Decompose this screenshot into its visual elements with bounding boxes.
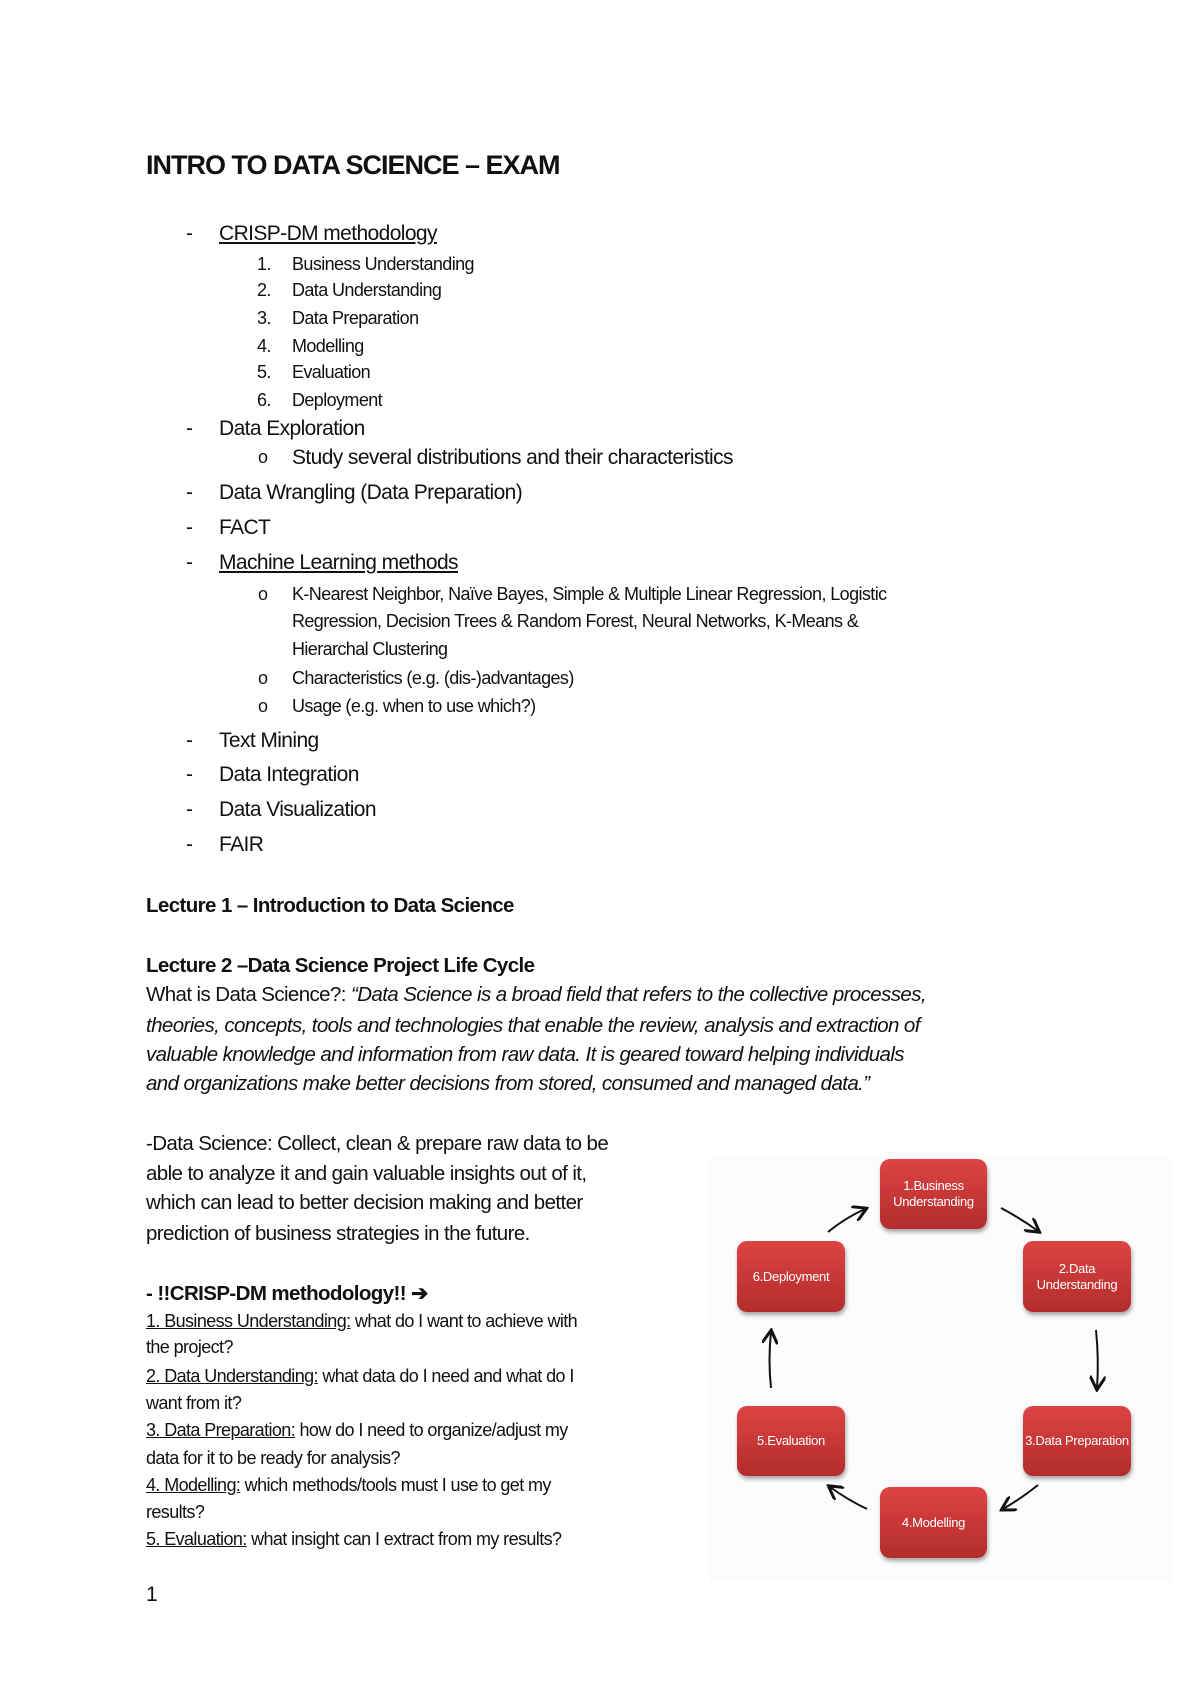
summary-line: prediction of business strategies in the future. — [146, 1222, 530, 1245]
dash: - — [186, 763, 193, 786]
arrow-icon — [770, 1332, 772, 1388]
crisp-detail-text: what do I want to achieve with — [350, 1311, 578, 1331]
definition-quote: theories, concepts, tools and technologies that enable the review, analysis and extraction of — [146, 1014, 920, 1037]
crisp-detail — [146, 1311, 577, 1332]
bullet-icon: o — [258, 668, 268, 688]
diagram-box-data-understanding: 2.Data Understanding — [1023, 1241, 1131, 1312]
arrow-icon — [1096, 1330, 1098, 1388]
crisp-detail — [146, 1529, 561, 1550]
crisp-detail-cont: results? — [146, 1502, 205, 1522]
page-title: INTRO TO DATA SCIENCE – EXAM — [146, 150, 560, 180]
step-num: 3. — [257, 308, 271, 328]
ml-sub: Regression, Decision Trees & Random Forest, Neural Networks, K-Means & — [292, 611, 859, 631]
definition-lead: What is Data Science?: — [146, 983, 351, 1006]
outline-visualization: Data Visualization — [219, 798, 376, 821]
crisp-detail-label: 1. Business Understanding: — [146, 1311, 351, 1331]
dash: - — [186, 729, 193, 752]
definition-quote: valuable knowledge and information from raw data. It is geared toward helping individuals — [146, 1043, 904, 1066]
crisp-heading: - !!CRISP-DM methodology!! ➔ — [146, 1282, 428, 1305]
step-num: 4. — [257, 336, 271, 356]
dash: - — [186, 833, 193, 856]
lecture1-heading: Lecture 1 – Introduction to Data Science — [146, 894, 514, 917]
outline-integration: Data Integration — [219, 763, 359, 786]
diagram-box-data-preparation: 3.Data Preparation — [1023, 1406, 1131, 1476]
lecture2-heading: Lecture 2 –Data Science Project Life Cycle — [146, 954, 535, 977]
exploration-sub: Study several distributions and their characteristics — [292, 446, 733, 469]
summary-line: -Data Science: Collect, clean & prepare raw data to be — [146, 1132, 609, 1155]
bullet-icon: o — [258, 696, 268, 716]
definition-quote: and organizations make better decisions from stored, consumed and managed data.” — [146, 1072, 870, 1095]
crisp-detail — [146, 1366, 574, 1387]
step-text: Evaluation — [292, 362, 371, 382]
outline-crisp: CRISP-DM methodology — [219, 222, 437, 245]
definition-line — [146, 983, 926, 1007]
step-num: 2. — [257, 280, 271, 300]
diagram-box-deployment: 6.Deployment — [737, 1241, 845, 1312]
arrow-icon — [830, 1487, 867, 1509]
ml-sub: Characteristics (e.g. (dis-)advantages) — [292, 668, 574, 688]
dash: - — [186, 417, 193, 440]
ml-sub: K-Nearest Neighbor, Naïve Bayes, Simple & Multiple Linear Regression, Logistic — [292, 584, 887, 604]
step-text: Data Understanding — [292, 280, 442, 300]
outline-ml: Machine Learning methods — [219, 551, 458, 574]
dash: - — [186, 222, 193, 245]
dash: - — [186, 798, 193, 821]
bullet-icon: o — [258, 584, 268, 604]
crisp-detail-text: what insight can I extract from my results? — [246, 1529, 562, 1549]
outline-wrangling: Data Wrangling (Data Preparation) — [219, 481, 523, 504]
crisp-detail-label: 4. Modelling: — [146, 1475, 241, 1495]
diagram-box-modelling: 4.Modelling — [880, 1487, 987, 1558]
crisp-detail-cont: the project? — [146, 1337, 233, 1357]
step-text: Modelling — [292, 336, 364, 356]
page-number: 1 — [146, 1583, 158, 1606]
dash: - — [186, 481, 193, 504]
outline-exploration: Data Exploration — [219, 417, 365, 440]
bullet-icon: o — [258, 447, 268, 467]
step-num: 6. — [257, 390, 271, 410]
crisp-detail-cont: data for it to be ready for analysis? — [146, 1448, 400, 1468]
ml-sub: Hierarchal Clustering — [292, 639, 448, 659]
dash: - — [186, 551, 193, 574]
crisp-detail — [146, 1475, 551, 1496]
crisp-detail-text: how do I need to organize/adjust my — [295, 1420, 568, 1440]
step-text: Data Preparation — [292, 308, 419, 328]
crisp-detail-label: 2. Data Understanding: — [146, 1366, 318, 1386]
outline-fair: FAIR — [219, 833, 264, 856]
diagram-box-evaluation: 5.Evaluation — [737, 1406, 845, 1476]
crisp-detail-label: 5. Evaluation: — [146, 1529, 247, 1549]
crisp-detail — [146, 1420, 568, 1441]
summary-line: which can lead to better decision making and better — [146, 1191, 583, 1214]
arrow-icon — [1003, 1485, 1038, 1509]
outline-text-mining: Text Mining — [219, 729, 319, 752]
step-num: 5. — [257, 362, 271, 382]
diagram-box-business-understanding: 1.Business Understanding — [880, 1159, 987, 1229]
crisp-detail-label: 3. Data Preparation: — [146, 1420, 296, 1440]
step-text: Business Understanding — [292, 254, 474, 274]
crisp-detail-text: which methods/tools must I use to get my — [240, 1475, 551, 1495]
definition-quote: “Data Science is a broad field that refers to the collective processes, — [350, 983, 926, 1006]
arrow-icon — [828, 1209, 865, 1232]
step-text: Deployment — [292, 390, 383, 410]
outline-fact: FACT — [219, 516, 271, 539]
arrow-icon — [1001, 1208, 1038, 1231]
summary-line: able to analyze it and gain valuable insights out of it, — [146, 1162, 587, 1185]
crisp-detail-text: what data do I need and what do I — [317, 1366, 574, 1386]
crisp-detail-cont: want from it? — [146, 1393, 242, 1413]
ml-sub: Usage (e.g. when to use which?) — [292, 696, 536, 716]
step-num: 1. — [257, 254, 271, 274]
dash: - — [186, 516, 193, 539]
